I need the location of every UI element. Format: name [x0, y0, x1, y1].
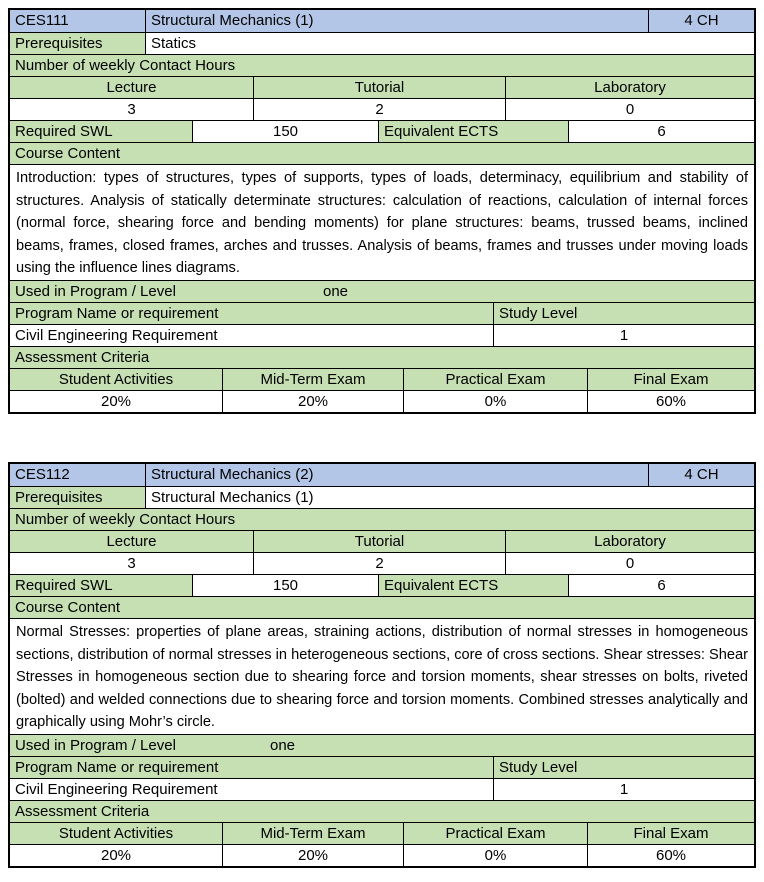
assessment-values-row: [10, 844, 754, 866]
student-activities-value: 20%: [100, 846, 132, 864]
lecture-hours: 3: [127, 100, 136, 118]
used-in-program-label: Used in Program / Level: [15, 736, 176, 754]
lecture-label: Lecture: [10, 77, 253, 98]
used-in-program-value: one: [270, 736, 296, 754]
course-content-header-row: [10, 596, 754, 618]
tutorial-hours: 2: [253, 99, 505, 120]
program-name-values-row: [10, 778, 754, 800]
course-content-label: Course Content: [10, 597, 754, 618]
prerequisites-value: Statics: [145, 33, 754, 54]
course-content-text: Normal Stresses: properties of plane areas, straining actions, distribution of normal stresses in homogeneous sections, distribution of normal stresses in heterogeneous sections, core of cross sections. Shear stresses: Shear Stresses in homogeneous section due to shearing force and torsion moments, shear stresses on bolts, riveted (bolted) and welded connections due to shearing force and torsion moments. Combined stresses analytically and graphically using Mohr’s circle.: [16, 624, 748, 731]
assessment-criteria-header-row: [10, 346, 754, 368]
credit-hours: 4 CH: [648, 464, 754, 486]
used-in-program-row: [10, 280, 754, 302]
program-name-value: Civil Engineering Requirement: [15, 326, 218, 344]
mid-term-exam-label: Mid-Term Exam: [222, 369, 403, 390]
used-in-program-value: one: [323, 282, 349, 300]
practical-exam-value: 0%: [403, 391, 587, 412]
course-code: CES111: [10, 10, 145, 32]
contact-hours-values-row: [10, 98, 754, 120]
course-table-ces112: [8, 462, 756, 868]
laboratory-label: Laboratory: [505, 77, 754, 98]
study-level-label: Study Level: [493, 303, 754, 324]
program-name-values-row: [10, 324, 754, 346]
credit-hours: 4 CH: [648, 10, 754, 32]
contact-hours-header-row: [10, 508, 754, 530]
final-exam-value: 60%: [587, 391, 754, 412]
contact-hours-columns-row: [10, 530, 754, 552]
lecture-hours: 3: [127, 554, 136, 572]
equivalent-ects-value: 6: [568, 575, 754, 596]
study-level-value: 1: [493, 779, 754, 800]
required-swl-value: 150: [192, 121, 378, 142]
laboratory-hours: 0: [505, 99, 754, 120]
program-name-label: Program Name or requirement: [10, 757, 493, 778]
final-exam-label: Final Exam: [587, 823, 754, 844]
assessment-criteria-label: Assessment Criteria: [10, 347, 754, 368]
course-table-ces111: [8, 8, 756, 414]
assessment-columns-row: [10, 822, 754, 844]
used-in-program-label: Used in Program / Level: [15, 282, 176, 300]
study-level-label: Study Level: [493, 757, 754, 778]
prerequisites-value: Structural Mechanics (1): [145, 487, 754, 508]
required-swl-label: Required SWL: [10, 575, 192, 596]
swl-ects-row: [10, 120, 754, 142]
prerequisites-row: [10, 32, 754, 54]
student-activities-value: 20%: [100, 392, 132, 410]
course-header-row: [10, 464, 754, 486]
tutorial-label: Tutorial: [253, 77, 505, 98]
mid-term-exam-value: 20%: [222, 391, 403, 412]
prerequisites-label: Prerequisites: [10, 487, 145, 508]
program-name-header-row: [10, 756, 754, 778]
course-title: Structural Mechanics (1): [145, 10, 648, 32]
study-level-value: 1: [493, 325, 754, 346]
student-activities-label: Student Activities: [10, 823, 222, 844]
assessment-criteria-header-row: [10, 800, 754, 822]
student-activities-label: Student Activities: [10, 369, 222, 390]
laboratory-label: Laboratory: [505, 531, 754, 552]
course-content-header-row: [10, 142, 754, 164]
final-exam-value: 60%: [587, 845, 754, 866]
prerequisites-row: [10, 486, 754, 508]
course-content-text: Introduction: types of structures, types of supports, types of loads, determinacy, equilibrium and stability of structures. Analysis of statically determinate structures: calculation of reactions, calculation of internal forces (normal force, shearing force and bending moments) for plane structures: beams, trussed beams, inclined beams, frames, closed frames, arches and trusses. Analysis of beams, frames and trusses under moving loads using the influence lines diagrams.: [16, 170, 748, 277]
contact-hours-columns-row: [10, 76, 754, 98]
practical-exam-label: Practical Exam: [403, 369, 587, 390]
lecture-label: Lecture: [10, 531, 253, 552]
assessment-criteria-label: Assessment Criteria: [10, 801, 754, 822]
contact-hours-header-row: [10, 54, 754, 76]
equivalent-ects-value: 6: [568, 121, 754, 142]
course-content-label: Course Content: [10, 143, 754, 164]
used-in-program-cell: [10, 735, 754, 756]
required-swl-value: 150: [192, 575, 378, 596]
laboratory-hours: 0: [505, 553, 754, 574]
tutorial-hours: 2: [253, 553, 505, 574]
course-content-row: [10, 164, 754, 280]
program-name-label: Program Name or requirement: [10, 303, 493, 324]
course-content-row: [10, 618, 754, 734]
used-in-program-row: [10, 734, 754, 756]
contact-hours-label: Number of weekly Contact Hours: [10, 55, 754, 76]
program-name-header-row: [10, 302, 754, 324]
contact-hours-values-row: [10, 552, 754, 574]
course-header-row: [10, 10, 754, 32]
practical-exam-label: Practical Exam: [403, 823, 587, 844]
program-name-value: Civil Engineering Requirement: [15, 780, 218, 798]
course-code: CES112: [10, 464, 145, 486]
final-exam-label: Final Exam: [587, 369, 754, 390]
used-in-program-cell: [10, 281, 754, 302]
swl-ects-row: [10, 574, 754, 596]
practical-exam-value: 0%: [403, 845, 587, 866]
course-title: Structural Mechanics (2): [145, 464, 648, 486]
assessment-values-row: [10, 390, 754, 412]
equivalent-ects-label: Equivalent ECTS: [378, 575, 568, 596]
prerequisites-label: Prerequisites: [10, 33, 145, 54]
mid-term-exam-label: Mid-Term Exam: [222, 823, 403, 844]
tutorial-label: Tutorial: [253, 531, 505, 552]
equivalent-ects-label: Equivalent ECTS: [378, 121, 568, 142]
mid-term-exam-value: 20%: [222, 845, 403, 866]
contact-hours-label: Number of weekly Contact Hours: [10, 509, 754, 530]
required-swl-label: Required SWL: [10, 121, 192, 142]
assessment-columns-row: [10, 368, 754, 390]
